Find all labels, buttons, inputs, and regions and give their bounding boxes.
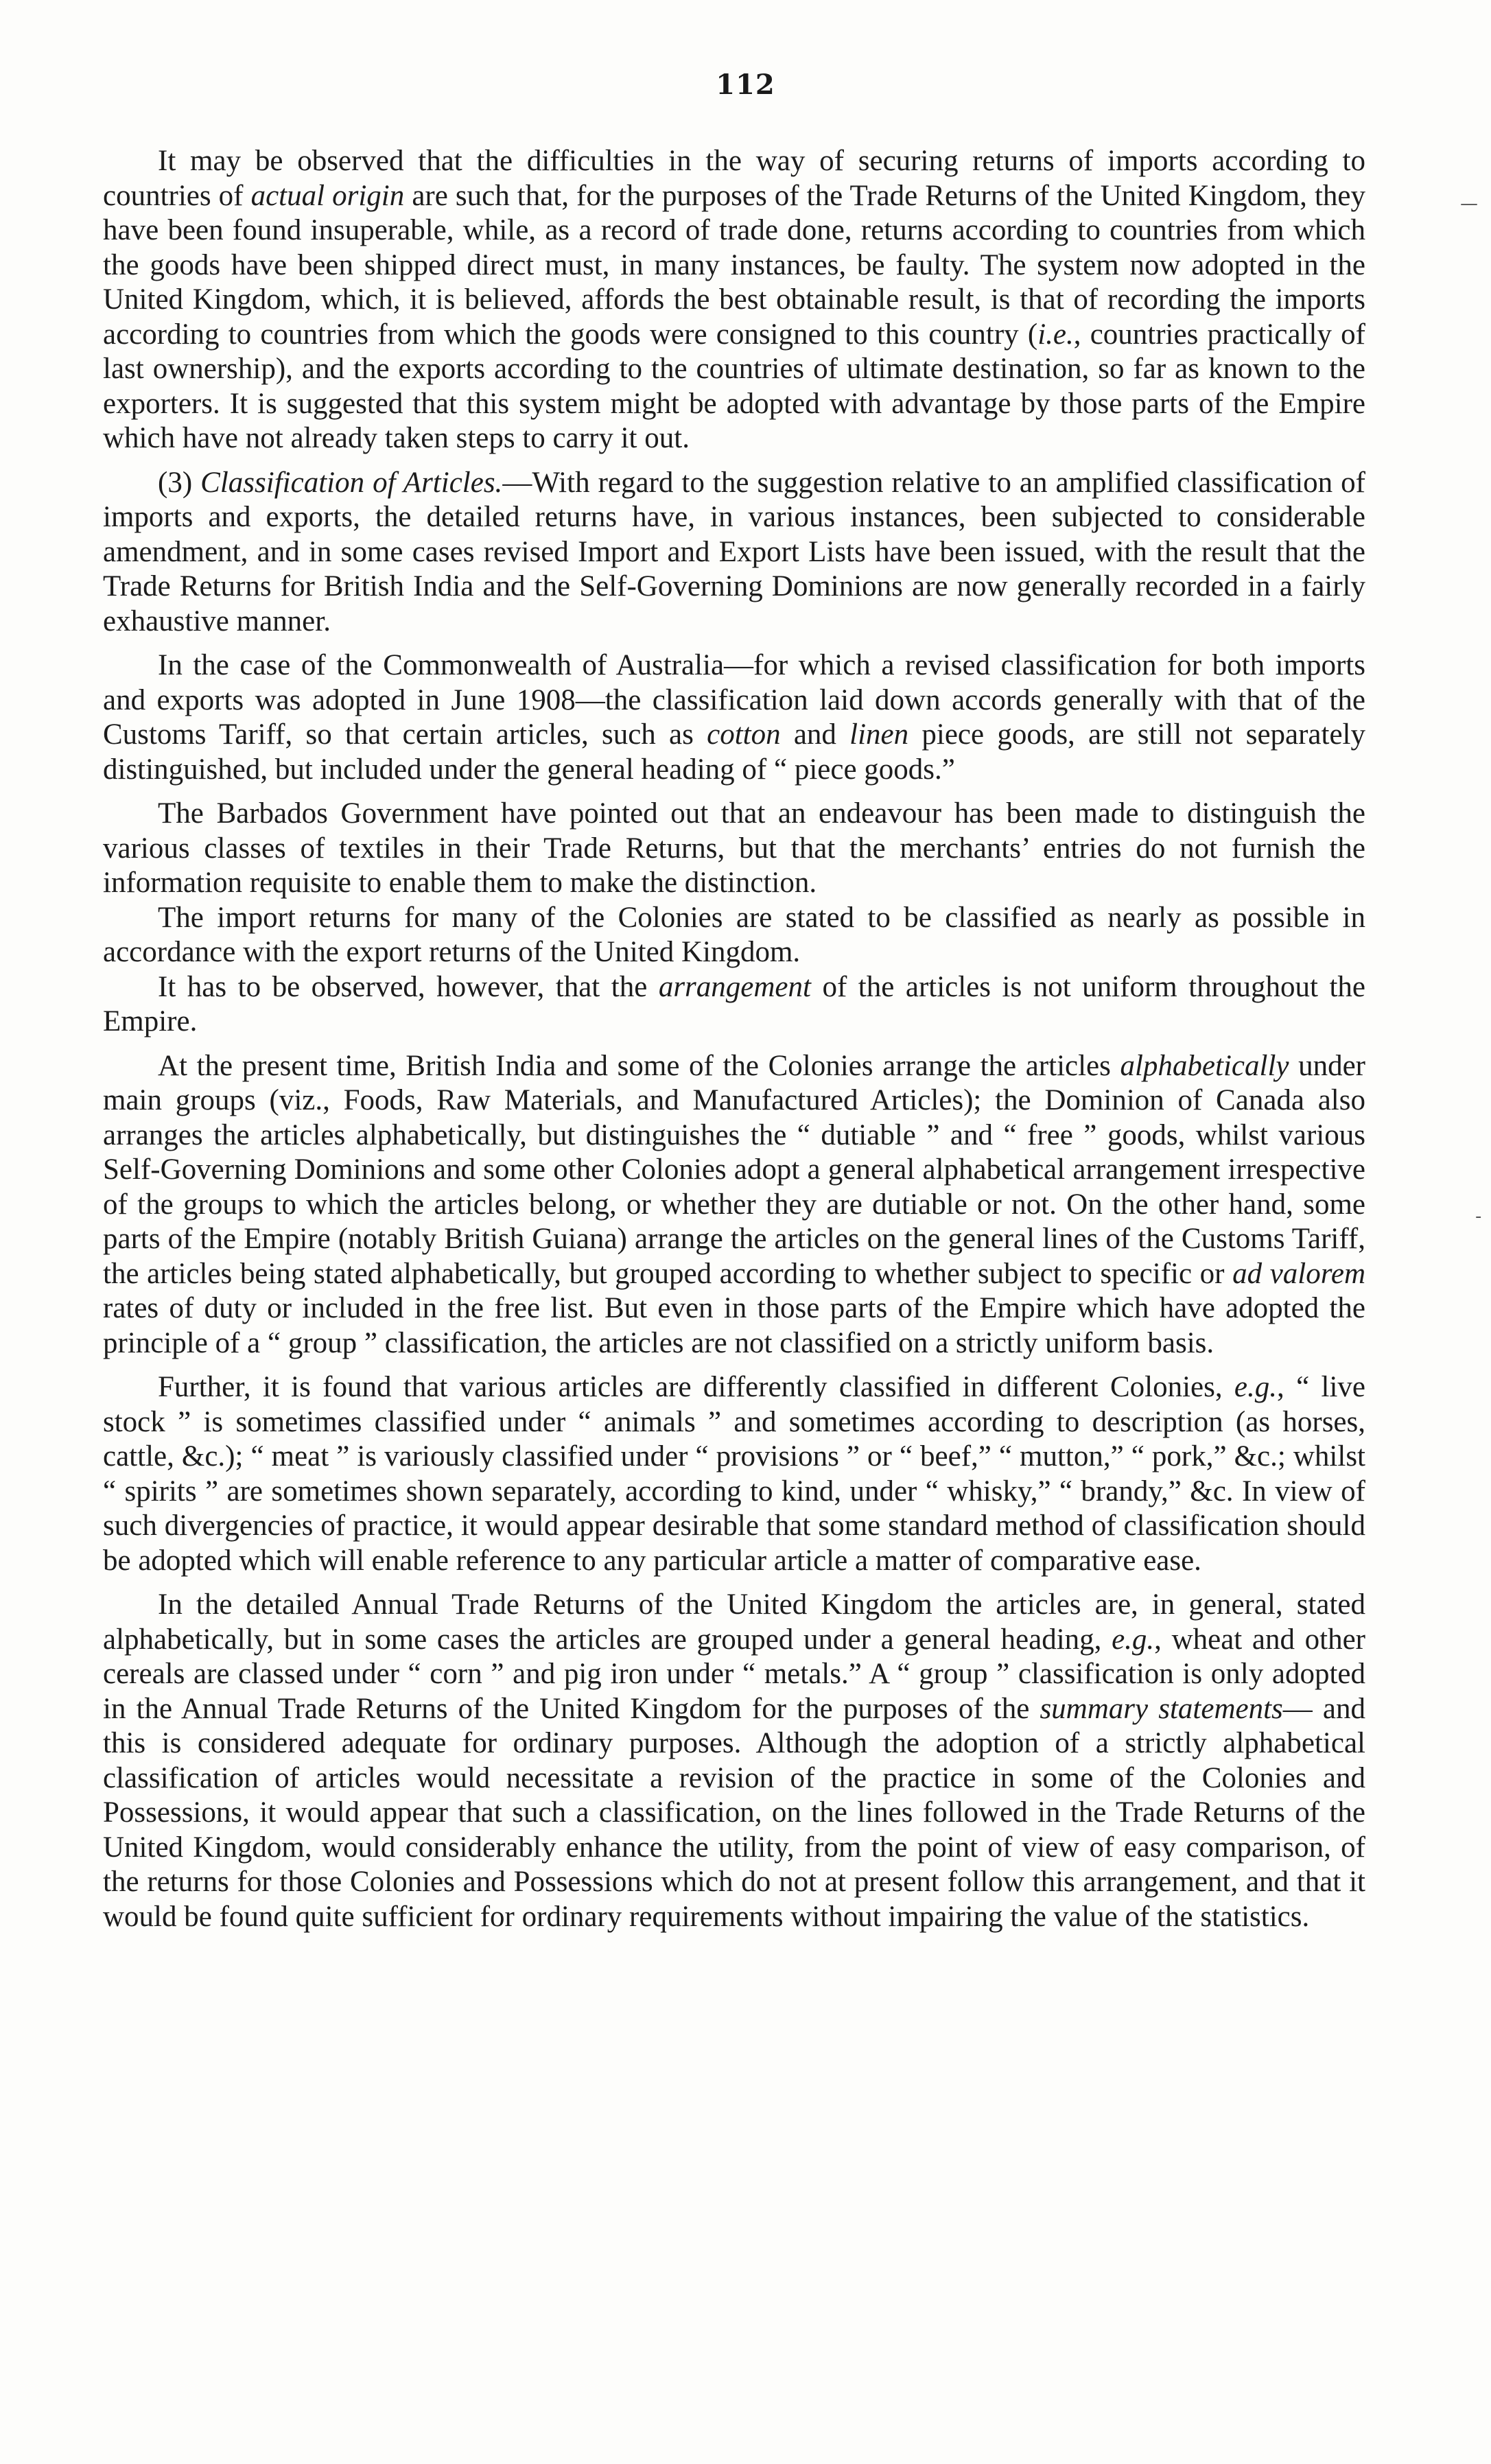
text-run: Further, it is found that various articles are differently classified in different Colonies, — [158, 1371, 1234, 1403]
italic-run: actual origin — [250, 179, 405, 212]
margin-dot-mark: - — [1475, 1206, 1482, 1227]
text-run: The Barbados Government have pointed out that an endeavour has been made to distinguish the various classes of textiles in their Trade Returns, but that the merchants’ entries do not furnish the information requisite to enable them to make the distinction. — [103, 797, 1365, 899]
margin-dash-mark: — — [1460, 193, 1478, 214]
text-run: rates of duty or included in the free list. But even in those parts of the Empire which have adopted the principle of a “ group ” classification, the articles are not classified on a strictly uniform basis. — [103, 1292, 1365, 1359]
text-run: and — [780, 718, 850, 751]
text-run: piece goods, are still not separately distinguished, but included under the general heading of “ piece goods.” — [103, 718, 1365, 786]
paragraph — [103, 144, 1365, 456]
text-run: , “ live stock ” is sometimes classified under “ animals ” and sometimes according to description (as horses, cattle, &c.); “ meat ” is variously classified under “ provisions ” or “ beef,” “ mutton,” “ pork,” &c.; whilst “ spirits ” are sometimes shown separately, according to kind, under “ whisky,” “ brandy,” &c. In view of such divergencies of practice, it would appear desirable that some standard method of classification should be adopted which will enable reference to any particular article a matter of comparative ease. — [103, 1371, 1365, 1577]
text-run: The import returns for many of the Colonies are stated to be classified as nearly as possible in accordance with the export returns of the United Kingdom. — [103, 901, 1365, 968]
text-run: —With regard to the suggestion relative to an amplified classification of imports and exports, the detailed returns have, in various instances, been subjected to considerable amendment, and in some cases revised Import and Export Lists have been issued, with the result that the Trade Returns for British India and the Self-Governing Dominions are now generally recorded in a fairly exhaustive manner. — [103, 466, 1365, 637]
paragraph — [103, 466, 1365, 640]
text-run: It has to be observed, however, that the — [158, 970, 659, 1003]
italic-run: e.g. — [1234, 1371, 1278, 1403]
paragraph — [103, 1049, 1365, 1361]
italic-run: i.e. — [1037, 318, 1074, 351]
paragraph — [103, 1588, 1365, 1934]
paragraph — [103, 1370, 1365, 1578]
text-run: , countries practically of last ownership), and the exports according to the countries of ultimate destination, so far as known to the exporters. It is suggested that this system might be adopted with advantage by those parts of the Empire which have not already taken steps to carry it out. — [103, 318, 1365, 454]
text-run: In the detailed Annual Trade Returns of the United Kingdom the articles are, in general, stated alphabetically, but in some cases the articles are grouped under a general heading, — [103, 1588, 1365, 1656]
text-run: , wheat and other cereals are classed under “ corn ” and pig iron under “ metals.” A “ group ” classification is only adopted in the Annual Trade Returns of the United Kingdom for the purposes of the — [103, 1623, 1365, 1725]
text-run: of the articles is not uniform throughout the Empire. — [103, 970, 1365, 1037]
text-run: At the present time, British India and some of the Colonies arrange the articles — [158, 1049, 1120, 1082]
text-run: under main groups (viz., Foods, Raw Materials, and Manufactured Articles); the Dominion of Canada also arranges the articles alphabetically, but distinguishes the “ dutiable ” and “ free ” goods, whilst various Self-Governing Dominions and some other Colonies adopt a general alphabetical arrangement irrespective of the groups to which the articles belong, or whether they are dutiable or not. On the other hand, some parts of the Empire (notably British Guiana) arrange the articles on the general lines of the Customs Tariff, the articles being stated alphabetically, but grouped according to whether subject to specific or — [103, 1049, 1365, 1290]
paragraph — [103, 648, 1365, 787]
italic-run: cotton — [707, 718, 781, 751]
italic-run: linen — [849, 718, 909, 751]
text-run: are such that, for the purposes of the Trade Returns of the United Kingdom, they have been found insuperable, while, as a record of trade done, returns according to countries from which the goods have been shipped direct must, in many instances, be faulty. The system now adopted in the United Kingdom, which, it is believed, affords the best obtainable result, is that of recording the imports according to countries from which the goods were consigned to this country ( — [103, 179, 1366, 351]
paragraph — [103, 901, 1365, 970]
italic-run: summary statements — [1040, 1692, 1283, 1725]
body-text — [103, 144, 1365, 1944]
text-run: In the case of the Commonwealth of Australia—for which a revised classification for both imports and exports was adopted in June 1908—the classification laid down accords generally with that of the Customs Tariff, so that certain articles, such as — [103, 649, 1365, 751]
paragraph — [103, 970, 1365, 1040]
italic-run: arrangement — [658, 970, 811, 1003]
text-run: — and this is considered adequate for ordinary purposes. Although the adoption of a strictly alphabetical classification of articles would necessitate a revision of the practice in some of the Colonies and Possessions, it would appear that such a classification, on the lines followed in the Trade Returns of the United Kingdom, would considerably enhance the utility, from the point of view of easy comparison, of the returns for those Colonies and Possessions which do not at present follow this arrangement, and that it would be found quite sufficient for ordinary requirements without impairing the value of the statistics. — [103, 1692, 1365, 1933]
italic-run: e.g. — [1112, 1623, 1155, 1656]
text-run: It may be observed that the difficulties in the way of securing returns of imports according to countries of — [103, 145, 1365, 212]
italic-run: Classification of Articles. — [200, 466, 503, 499]
page-number: 112 — [716, 69, 775, 101]
italic-run: alphabetically — [1120, 1049, 1289, 1082]
italic-run: ad valorem — [1232, 1257, 1366, 1290]
text-run: (3) — [158, 466, 201, 499]
paragraph — [103, 797, 1365, 901]
